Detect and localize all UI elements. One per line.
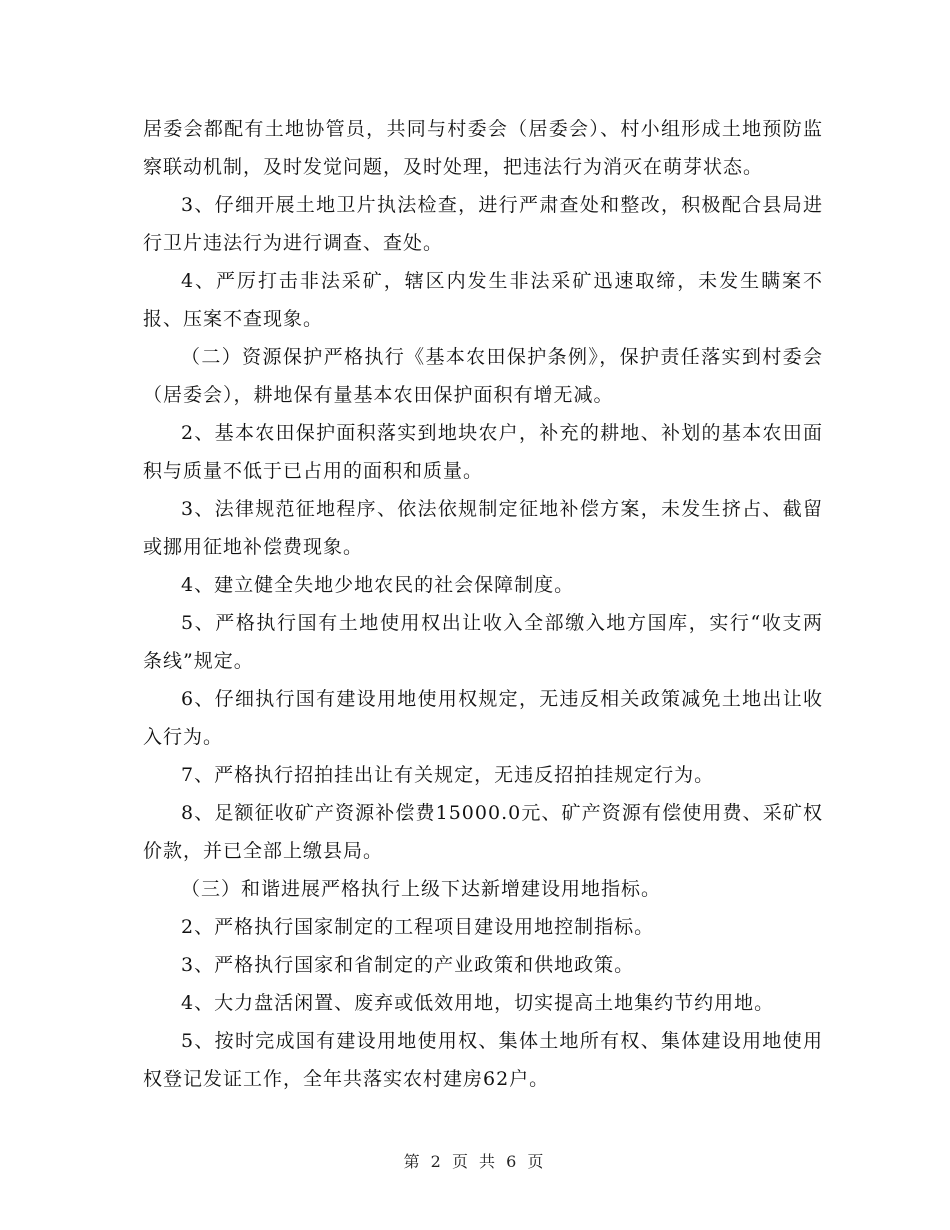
paragraph: 2、基本农田保护面积落实到地块农户，补充的耕地、补划的基本农田面积与质量不低于已占用的面积和质量。	[143, 422, 823, 482]
paragraph: 4、大力盘活闲置、废弃或低效用地，切实提高土地集约节约用地。	[181, 992, 775, 1014]
paragraph: 2、严格执行国家制定的工程项目建设用地控制指标。	[181, 916, 655, 938]
paragraph: 5、严格执行国有土地使用权出让收入全部缴入地方国库，实行“收支两条线”规定。	[143, 612, 823, 672]
paragraph: （二）资源保护严格执行《基本农田保护条例》，保护责任落实到村委会（居委会），耕地保有量基本农田保护面积有增无减。	[143, 346, 823, 406]
paragraph: 7、严格执行招拍挂出让有关规定，无违反招拍挂规定行为。	[181, 764, 715, 786]
document-body	[143, 110, 823, 1098]
paragraph: 4、建立健全失地少地农民的社会保障制度。	[181, 574, 575, 596]
paragraph: 3、严格执行国家和省制定的产业政策和供地政策。	[181, 954, 635, 976]
paragraph: 8、足额征收矿产资源补偿费15000.0元、矿产资源有偿使用费、采矿权价款，并已全部上缴县局。	[143, 802, 823, 862]
page-number-footer: 第 2 页 共 6 页	[403, 1152, 547, 1171]
paragraph: 5、按时完成国有建设用地使用权、集体土地所有权、集体建设用地使用权登记发证工作，全年共落实农村建房62户。	[143, 1030, 823, 1090]
paragraph: 6、仔细执行国有建设用地使用权规定，无违反相关政策减免土地出让收入行为。	[143, 688, 823, 748]
paragraph: 3、法律规范征地程序、依法依规制定征地补偿方案，未发生挤占、截留或挪用征地补偿费现象。	[143, 498, 823, 558]
paragraph: 3、仔细开展土地卫片执法检查，进行严肃查处和整改，积极配合县局进行卫片违法行为进行调查、查处。	[143, 194, 823, 254]
paragraph: 居委会都配有土地协管员，共同与村委会（居委会）、村小组形成土地预防监察联动机制，及时发觉问题，及时处理，把违法行为消灭在萌芽状态。	[143, 118, 823, 178]
paragraph: （三）和谐进展严格执行上级下达新增建设用地指标。	[181, 878, 662, 900]
paragraph: 4、严厉打击非法采矿，辖区内发生非法采矿迅速取缔，未发生瞒案不报、压案不查现象。	[143, 270, 823, 330]
